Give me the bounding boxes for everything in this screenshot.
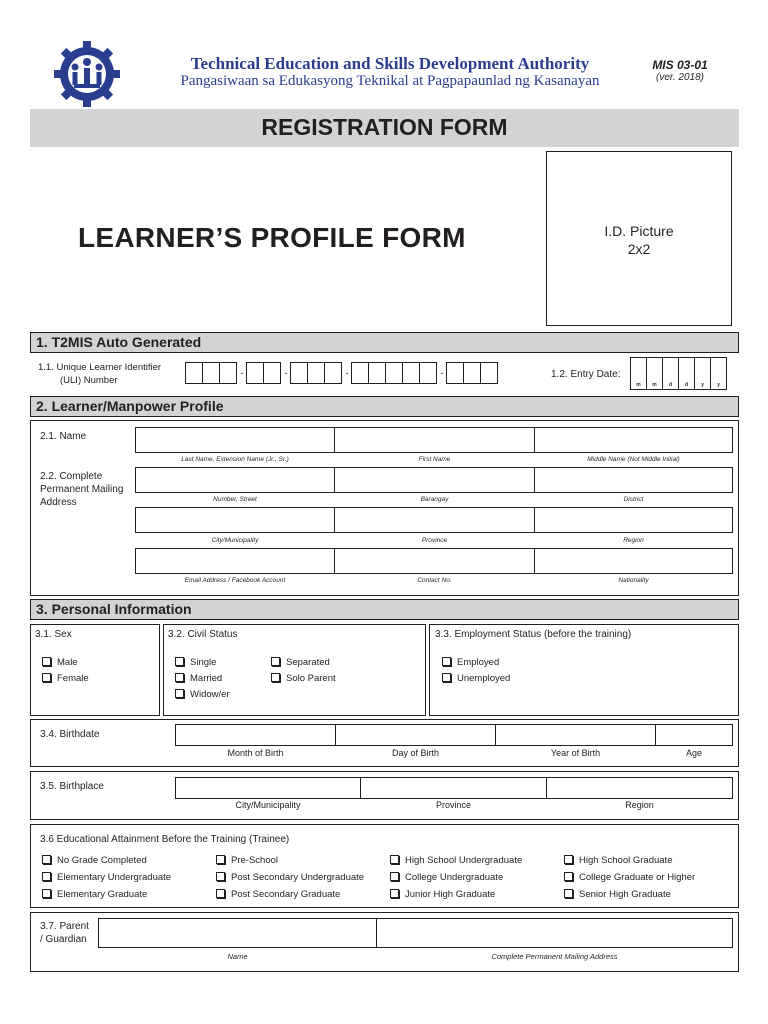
birth-year-caption: Year of Birth — [550, 748, 601, 758]
entry-date-cell[interactable] — [630, 357, 647, 390]
checkbox-icon[interactable] — [42, 889, 51, 898]
civil-status-options-col2 — [271, 655, 336, 687]
education-option[interactable] — [390, 886, 522, 903]
uli-dash: - — [284, 368, 288, 378]
checkbox-icon[interactable] — [564, 855, 573, 864]
entry-date-cell[interactable] — [646, 357, 663, 390]
agency-name-filipino: Pangasiwaan sa Edukasyong Teknikal at Pagpapaunlad ng Kasanayan — [180, 73, 600, 89]
address-label-line1: 2.2. Complete — [40, 471, 103, 482]
option-label: Female — [57, 673, 89, 684]
id-picture-label — [546, 222, 732, 258]
province-field[interactable] — [334, 507, 535, 533]
sex-option-female[interactable] — [42, 671, 89, 687]
option-label: High School Graduate — [579, 855, 673, 866]
option-label: Widow/er — [190, 689, 230, 700]
district-caption: District — [623, 496, 644, 503]
uli-digit[interactable] — [463, 362, 481, 384]
sex-options — [42, 655, 89, 687]
contact-caption: Contact No. — [417, 577, 452, 584]
checkbox-icon[interactable] — [216, 872, 225, 881]
uli-label-line1: 1.1. Unique Learner Identifier — [38, 362, 162, 373]
province-caption: Province — [421, 537, 448, 544]
entry-date-label: 1.2. Entry Date: — [551, 369, 621, 380]
guardian-label — [40, 920, 89, 946]
middle-name-caption: Middle Name (Not Middle Initial) — [587, 456, 680, 463]
email-caption: Email Address / Facebook Account — [184, 577, 286, 584]
id-picture-label-line1: I.D. Picture — [604, 223, 674, 239]
tesda-gear-logo-icon — [52, 39, 122, 109]
birthplace-province-caption: Province — [435, 800, 471, 810]
option-label: Pre-School — [231, 855, 278, 866]
uli-digit[interactable] — [307, 362, 325, 384]
education-option[interactable] — [390, 852, 522, 869]
birth-day-caption: Day of Birth — [391, 748, 440, 758]
city-field[interactable] — [135, 507, 335, 533]
form-code: MIS 03-01 — [652, 58, 708, 72]
section-3-title: 3. Personal Information — [36, 601, 192, 617]
first-name-caption: First Name — [418, 456, 451, 463]
checkbox-icon[interactable] — [442, 657, 451, 666]
uli-label — [38, 361, 161, 387]
checkbox-icon[interactable] — [564, 872, 573, 881]
option-label: Post Secondary Undergraduate — [231, 872, 365, 883]
section-1-title: 1. T2MIS Auto Generated — [36, 334, 202, 350]
address-label-line2: Permanent Mailing — [40, 484, 124, 495]
district-field[interactable] — [534, 467, 733, 493]
birthplace-province-field[interactable] — [360, 777, 547, 799]
education-option[interactable] — [564, 852, 695, 869]
checkbox-icon[interactable] — [42, 872, 51, 881]
guardian-label-line2: / Guardian — [40, 934, 87, 945]
option-label: Married — [190, 673, 223, 684]
civil-option-single[interactable] — [175, 655, 230, 671]
uli-dash: - — [440, 368, 444, 378]
date-hint: y — [717, 382, 720, 388]
birthplace-city-caption: City/Municipality — [235, 800, 301, 810]
uli-digit[interactable] — [202, 362, 220, 384]
address-label — [40, 470, 123, 509]
option-label: Elementary Graduate — [57, 889, 148, 900]
civil-option-separated[interactable] — [271, 655, 336, 671]
date-hint: d — [684, 382, 689, 388]
uli-number-input[interactable] — [186, 362, 498, 384]
guardian-address-caption: Complete Permanent Mailing Address — [491, 952, 618, 961]
last-name-caption: Last Name, Extension Name (Jr., Sr.) — [181, 456, 289, 463]
checkbox-icon[interactable] — [175, 673, 184, 682]
date-hint: y — [701, 382, 704, 388]
education-options-col3 — [390, 852, 522, 903]
option-label: High School Undergraduate — [405, 855, 523, 866]
agency-name-english: Technical Education and Skills Development Authority — [190, 54, 590, 73]
guardian-address-field[interactable] — [376, 918, 733, 948]
employment-option-unemployed[interactable] — [442, 671, 510, 687]
education-option[interactable] — [216, 886, 364, 903]
birth-day-field[interactable] — [335, 724, 496, 746]
uli-digit[interactable] — [402, 362, 420, 384]
checkbox-icon[interactable] — [216, 855, 225, 864]
birth-month-field[interactable] — [175, 724, 336, 746]
street-field[interactable] — [135, 467, 335, 493]
option-label: Separated — [286, 657, 330, 668]
uli-digit[interactable] — [324, 362, 342, 384]
contact-field[interactable] — [334, 548, 535, 574]
date-hint: m — [652, 382, 657, 388]
checkbox-icon[interactable] — [216, 889, 225, 898]
option-label: Senior High Graduate — [579, 889, 671, 900]
city-caption: City/Municipality — [211, 537, 259, 544]
birthplace-city-field[interactable] — [175, 777, 361, 799]
entry-date-input[interactable] — [631, 357, 727, 390]
education-option[interactable] — [390, 869, 522, 886]
uli-digit[interactable] — [419, 362, 437, 384]
middle-name-field[interactable] — [534, 427, 733, 453]
checkbox-icon[interactable] — [42, 673, 51, 682]
option-label: Junior High Graduate — [405, 889, 496, 900]
address-label-line3: Address — [40, 497, 77, 508]
learners-profile-title: LEARNER’S PROFILE FORM — [78, 222, 466, 253]
option-label: Post Secondary Graduate — [231, 889, 341, 900]
uli-digit[interactable] — [351, 362, 369, 384]
barangay-field[interactable] — [334, 467, 535, 493]
option-label: Male — [57, 657, 78, 668]
uli-label-line2: (ULI) Number — [60, 375, 118, 386]
education-options-col4 — [564, 852, 695, 903]
option-label: Single — [190, 657, 217, 668]
sex-label: 3.1. Sex — [35, 629, 72, 640]
birth-month-caption: Month of Birth — [227, 748, 284, 758]
employment-option-employed[interactable] — [442, 655, 510, 671]
birthplace-region-caption: Region — [625, 800, 654, 810]
registration-form-title: REGISTRATION FORM — [261, 114, 508, 140]
birthplace-label: 3.5. Birthplace — [40, 781, 104, 792]
education-option[interactable] — [564, 886, 695, 903]
uli-digit[interactable] — [385, 362, 403, 384]
nationality-field[interactable] — [534, 548, 733, 574]
checkbox-icon[interactable] — [390, 889, 399, 898]
education-options-col2 — [216, 852, 364, 903]
guardian-label-line1: 3.7. Parent — [40, 921, 89, 932]
id-picture-label-line2: 2x2 — [627, 241, 651, 257]
option-label: Employed — [457, 657, 500, 668]
option-label: Solo Parent — [286, 673, 336, 684]
option-label: No Grade Completed — [57, 855, 147, 866]
sex-option-male[interactable] — [42, 655, 89, 671]
education-option[interactable] — [216, 852, 364, 869]
last-name-field[interactable] — [135, 427, 335, 453]
nationality-caption: Nationality — [618, 577, 649, 584]
entry-date-cell[interactable] — [710, 357, 727, 390]
email-field[interactable] — [135, 548, 335, 574]
education-option[interactable] — [42, 869, 171, 886]
region-field[interactable] — [534, 507, 733, 533]
employment-label: 3.3. Employment Status (before the training) — [435, 629, 632, 640]
date-hint: m — [636, 382, 641, 388]
education-options-col1 — [42, 852, 171, 903]
uli-digit[interactable] — [246, 362, 264, 384]
checkbox-icon[interactable] — [390, 872, 399, 881]
uli-dash: - — [345, 368, 349, 378]
entry-date-cell[interactable] — [678, 357, 695, 390]
birthplace-region-field[interactable] — [546, 777, 733, 799]
entry-date-cell[interactable] — [662, 357, 679, 390]
age-caption: Age — [685, 748, 702, 758]
uli-digit[interactable] — [446, 362, 464, 384]
street-caption: Number, Street — [213, 496, 257, 503]
uli-digit[interactable] — [368, 362, 386, 384]
birthdate-label: 3.4. Birthdate — [40, 729, 100, 740]
name-label: 2.1. Name — [40, 431, 87, 442]
checkbox-icon[interactable] — [42, 855, 51, 864]
education-option[interactable] — [42, 852, 171, 869]
entry-date-cell[interactable] — [694, 357, 711, 390]
employment-options — [442, 655, 510, 687]
uli-digit[interactable] — [480, 362, 498, 384]
region-caption: Region — [623, 537, 644, 544]
form-version: (ver. 2018) — [656, 72, 704, 83]
checkbox-icon[interactable] — [271, 657, 280, 666]
date-hint: d — [668, 382, 673, 388]
education-option[interactable] — [216, 869, 364, 886]
birth-year-field[interactable] — [495, 724, 656, 746]
uli-digit[interactable] — [290, 362, 308, 384]
civil-option-solo-parent[interactable] — [271, 671, 336, 687]
option-label: Elementary Undergraduate — [57, 872, 172, 883]
civil-option-married[interactable] — [175, 671, 230, 687]
age-field[interactable] — [655, 724, 733, 746]
barangay-caption: Barangay — [420, 496, 449, 503]
checkbox-icon[interactable] — [42, 657, 51, 666]
guardian-name-caption: Name — [227, 952, 248, 961]
option-label: College Undergraduate — [405, 872, 504, 883]
checkbox-icon[interactable] — [390, 855, 399, 864]
uli-digit[interactable] — [219, 362, 237, 384]
section-2-title: 2. Learner/Manpower Profile — [36, 398, 224, 414]
checkbox-icon[interactable] — [442, 673, 451, 682]
civil-option-widower[interactable] — [175, 687, 230, 703]
education-option[interactable] — [564, 869, 695, 886]
option-label: College Graduate or Higher — [579, 872, 696, 883]
checkbox-icon[interactable] — [175, 657, 184, 666]
checkbox-icon[interactable] — [271, 673, 280, 682]
education-option[interactable] — [42, 886, 171, 903]
uli-dash: - — [240, 368, 244, 378]
uli-digit[interactable] — [185, 362, 203, 384]
checkbox-icon[interactable] — [564, 889, 573, 898]
civil-status-options-col1 — [175, 655, 230, 703]
civil-status-label: 3.2. Civil Status — [168, 629, 238, 640]
uli-digit[interactable] — [263, 362, 281, 384]
first-name-field[interactable] — [334, 427, 535, 453]
guardian-name-field[interactable] — [98, 918, 377, 948]
option-label: Unemployed — [457, 673, 511, 684]
checkbox-icon[interactable] — [175, 689, 184, 698]
education-label: 3.6 Educational Attainment Before the Training (Trainee) — [40, 834, 290, 845]
